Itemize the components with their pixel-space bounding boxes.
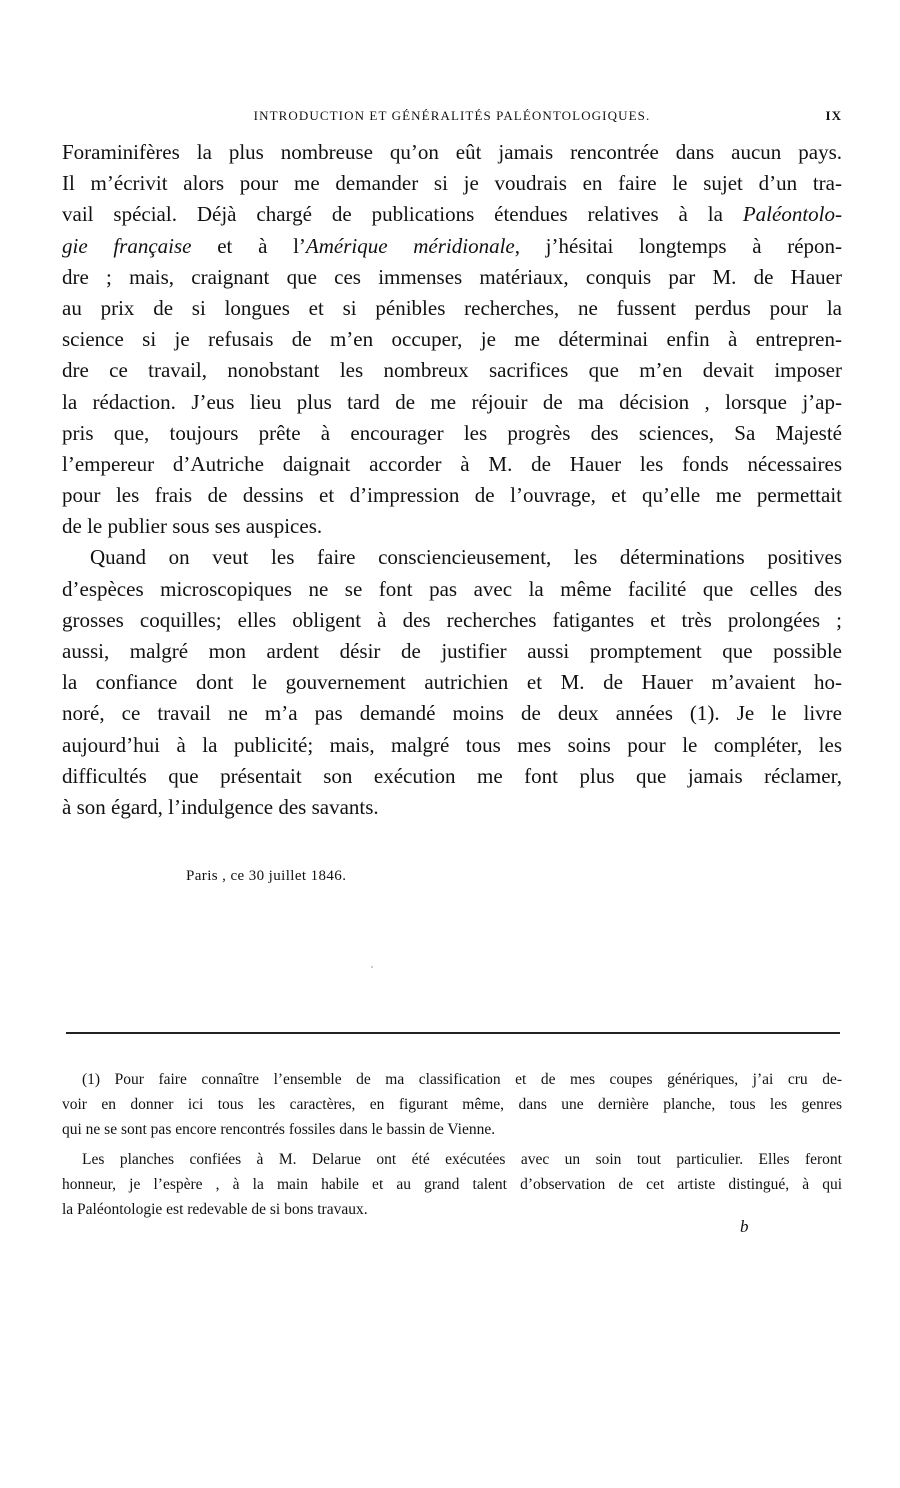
- footnote-2: [62, 1147, 842, 1222]
- text-line: Quand on veut les faire consciencieusement, les déterminations positives: [90, 545, 842, 570]
- text-line: d’espèces microscopiques ne se font pas avec la même facilité que celles des: [62, 576, 842, 601]
- text-line: noré, ce travail ne m’a pas demandé moins de deux années (1). Je le livre: [62, 701, 842, 726]
- footnote-line: Les planches confiées à M. Delarue ont été exécutées avec un soin tout particulier. Elles feront: [82, 1151, 842, 1168]
- text-line: pris que, toujours prête à encourager les progrès des sciences, Sa Majesté: [62, 420, 842, 445]
- text-line: dre ; mais, craignant que ces immenses matériaux, conquis par M. de Hauer: [62, 264, 842, 289]
- footnote-line: qui ne se sont pas encore rencontrés fossiles dans le bassin de Vienne.: [62, 1121, 496, 1138]
- text-line: la rédaction. J’eus lieu plus tard de me réjouir de ma décision , lorsque j’ap-: [62, 389, 842, 414]
- text-line: aujourd’hui à la publicité; mais, malgré tous mes soins pour le compléter, les: [62, 732, 842, 757]
- paragraph-1: [62, 137, 842, 542]
- text-segment: et à l’: [217, 233, 306, 258]
- signature-mark: b: [740, 1217, 749, 1236]
- text-segment: vail spécial. Déjà chargé de publications étendues relatives à la: [62, 202, 723, 227]
- footnote-1: [62, 1067, 842, 1142]
- text-segment: , j’hésitai longtemps à répon-: [514, 233, 842, 258]
- page-number: IX: [825, 108, 842, 123]
- print-speck: [371, 966, 373, 968]
- text-line: Foraminifères la plus nombreuse qu’on eût jamais rencontrée dans aucun pays.: [62, 140, 842, 164]
- text-line: aussi, malgré mon ardent désir de justifier aussi promptement que possible: [62, 639, 842, 663]
- running-head: [62, 108, 842, 128]
- text-line: à son égard, l’indulgence des savants.: [62, 794, 379, 819]
- footnote-divider: [66, 1032, 840, 1034]
- italic-title-paleontologie: Paléontolo-: [742, 202, 842, 227]
- text-line: au prix de si longues et si pénibles recherches, ne fussent perdus pour la: [62, 295, 842, 320]
- text-line: Il m’écrivit alors pour me demander si je voudrais en faire le sujet d’un tra-: [62, 171, 842, 196]
- text-line: grosses coquilles; elles obligent à des recherches fatigantes et très prolongées ;: [62, 607, 842, 632]
- text-line: de le publier sous ses auspices.: [62, 514, 323, 539]
- footnote-line: voir en donner ici tous les caractères, en figurant même, dans une dernière planche, tous les genres: [62, 1096, 842, 1113]
- paragraph-2: [62, 542, 842, 823]
- text-line: la confiance dont le gouvernement autrichien et M. de Hauer m’avaient ho-: [62, 670, 842, 695]
- text-line: difficultés que présentait son exécution me font plus que jamais réclamer,: [62, 763, 842, 788]
- footnote-line: (1) Pour faire connaître l’ensemble de ma classification et de mes coupes génériques, j’ai cru de-: [82, 1071, 842, 1088]
- text-line: dre ce travail, nonobstant les nombreux sacrifices que m’en devait imposer: [62, 358, 842, 383]
- italic-title-amerique: Amérique méridionale: [305, 233, 515, 258]
- place-date-signature: Paris , ce 30 juillet 1846.: [186, 868, 347, 884]
- footnote-line: la Paléontologie est redevable de si bons travaux.: [62, 1201, 368, 1218]
- running-title: INTRODUCTION ET GÉNÉRALITÉS PALÉONTOLOGIQUES.: [253, 108, 651, 123]
- text-line: l’empereur d’Autriche daignait accorder à M. de Hauer les fonds nécessaires: [62, 451, 842, 476]
- text-line: pour les frais de dessins et d’impression de l’ouvrage, et qu’elle me permettait: [62, 483, 842, 508]
- text-line: [62, 199, 842, 230]
- footnotes: [62, 1067, 842, 1222]
- text-line: science si je refusais de m’en occuper, je me déterminai enfin à entrepren-: [62, 327, 842, 352]
- text-line: [62, 231, 842, 262]
- main-text: [62, 137, 842, 823]
- footnote-line: honneur, je l’espère , à la main habile et au grand talent d’observation de cet artiste distingué, à qui: [62, 1176, 842, 1193]
- italic-title-francaise: gie française: [62, 233, 192, 258]
